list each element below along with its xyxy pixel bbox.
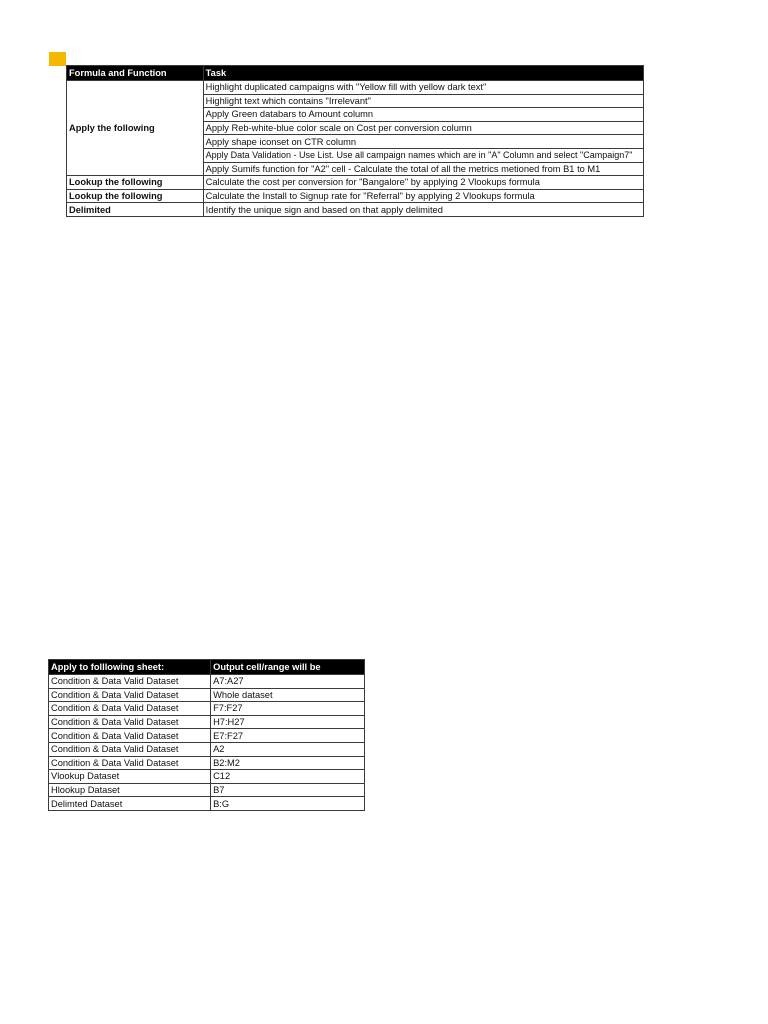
- range-cell[interactable]: A7:A27: [211, 675, 365, 689]
- group-cell[interactable]: Delimited: [67, 203, 204, 217]
- header-task: Task: [203, 66, 643, 81]
- table-row: [49, 729, 365, 743]
- tasks-table: [66, 65, 644, 217]
- range-cell[interactable]: A2: [211, 742, 365, 756]
- range-cell[interactable]: B7: [211, 783, 365, 797]
- sheets-header-row: [49, 660, 365, 675]
- header-formula-function: Formula and Function: [67, 66, 204, 81]
- table-row: [49, 715, 365, 729]
- table-row: [49, 783, 365, 797]
- table-row: [49, 797, 365, 811]
- sheet-cell[interactable]: Condition & Data Valid Dataset: [49, 715, 211, 729]
- range-cell[interactable]: B2:M2: [211, 756, 365, 770]
- task-cell[interactable]: Apply Data Validation - Use List. Use all campaign names which are in "A" Column and select "Campaign7": [203, 148, 643, 162]
- sheet-cell[interactable]: Condition & Data Valid Dataset: [49, 702, 211, 716]
- sheet-cell[interactable]: Hlookup Dataset: [49, 783, 211, 797]
- sheet-cell[interactable]: Delimted Dataset: [49, 797, 211, 811]
- task-cell[interactable]: Identify the unique sign and based on that apply delimited: [203, 203, 643, 217]
- table-row: [67, 176, 644, 190]
- group-cell[interactable]: Lookup the following: [67, 189, 204, 203]
- table-row: [67, 203, 644, 217]
- range-cell[interactable]: Whole dataset: [211, 688, 365, 702]
- table-row: [49, 742, 365, 756]
- task-cell[interactable]: Highlight duplicated campaigns with "Yellow fill with yellow dark text": [203, 81, 643, 95]
- table-row: [49, 702, 365, 716]
- table-row: [49, 675, 365, 689]
- header-output-range: Output cell/range will be: [211, 660, 365, 675]
- group-cell-apply[interactable]: Apply the following: [67, 81, 204, 176]
- task-cell[interactable]: Apply Sumifs function for "A2" cell - Calculate the total of all the metrics metioned from B1 to M1: [203, 162, 643, 176]
- sheets-table: [48, 659, 365, 811]
- task-cell[interactable]: Calculate the Install to Signup rate for "Referral" by applying 2 Vlookups formula: [203, 189, 643, 203]
- sheet-cell[interactable]: Condition & Data Valid Dataset: [49, 688, 211, 702]
- header-apply-sheet: Apply to folllowing sheet:: [49, 660, 211, 675]
- task-cell[interactable]: Apply shape iconset on CTR column: [203, 135, 643, 149]
- group-cell[interactable]: Lookup the following: [67, 176, 204, 190]
- selected-cell-marker: [49, 52, 66, 66]
- table-row: [49, 756, 365, 770]
- sheet-cell[interactable]: Condition & Data Valid Dataset: [49, 742, 211, 756]
- tasks-header-row: [67, 66, 644, 81]
- table-row: [67, 81, 644, 95]
- task-cell[interactable]: Apply Reb-white-blue color scale on Cost per conversion column: [203, 121, 643, 135]
- task-cell[interactable]: Highlight text which contains "Irrelevant": [203, 94, 643, 108]
- range-cell[interactable]: C12: [211, 770, 365, 784]
- sheet-cell[interactable]: Vlookup Dataset: [49, 770, 211, 784]
- task-cell[interactable]: Calculate the cost per conversion for "Bangalore" by applying 2 Vlookups formula: [203, 176, 643, 190]
- range-cell[interactable]: E7:F27: [211, 729, 365, 743]
- table-row: [49, 770, 365, 784]
- table-row: [49, 688, 365, 702]
- range-cell[interactable]: B:G: [211, 797, 365, 811]
- table-row: [67, 189, 644, 203]
- sheet-cell[interactable]: Condition & Data Valid Dataset: [49, 729, 211, 743]
- task-cell[interactable]: Apply Green databars to Amount column: [203, 108, 643, 122]
- range-cell[interactable]: F7:F27: [211, 702, 365, 716]
- sheet-cell[interactable]: Condition & Data Valid Dataset: [49, 756, 211, 770]
- range-cell[interactable]: H7:H27: [211, 715, 365, 729]
- sheet-cell[interactable]: Condition & Data Valid Dataset: [49, 675, 211, 689]
